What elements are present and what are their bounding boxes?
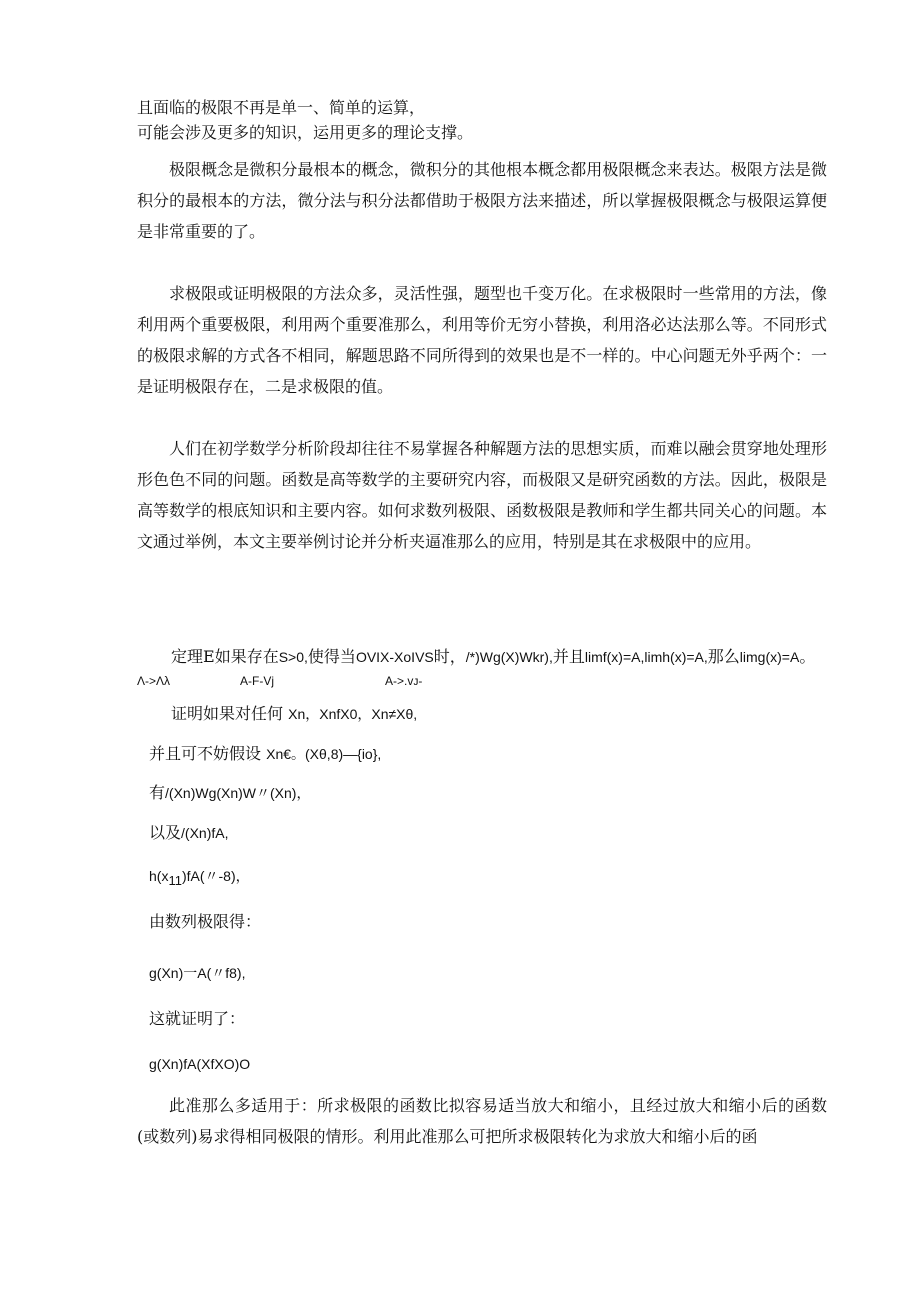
theorem-end: 。 <box>799 647 816 666</box>
proof-step-5-math-b: )fA(〃-8)， <box>181 868 250 884</box>
proof-step-3-text: 有 <box>149 783 166 802</box>
proof-step-3-math: /(Xn)Wg(Xn)W〃(Xn)， <box>165 785 311 801</box>
proof-step-1 <box>171 704 417 724</box>
proof-step-2 <box>149 744 381 764</box>
paragraph-limit-concept: 极限概念是微积分最根本的概念，微积分的其他根本概念都用极限概念来表达。极限方法是微积分的最根本的方法，微分法与积分法都借助于极限方法来描述，所以掌握极限概念与极限运算便是非常重要的了。 <box>137 160 827 241</box>
theorem-text-4: 并且 <box>552 647 585 666</box>
proof-step-2-text: 并且可不妨假设 <box>149 744 262 763</box>
theorem-text-1: 如果存在 <box>214 647 279 666</box>
theorem-subscript-3: A->.vᴊ- <box>385 674 423 688</box>
proof-step-5-math-a: h(x <box>149 868 169 884</box>
paragraph-learning-difficulty: 人们在初学数学分析阶段却往往不易掌握各种解题方法的思想实质，而难以融会贯穿地处理形形色色不同的问题。函数是高等数学的主要研究内容，而极限又是研究函数的方法。因此，极限是高等数学的根底知识和主要内容。如何求数列极限、函数极限是教师和学生都共同关心的问题。本文通过举例，本文主要举例讨论并分析夹逼准那么的应用，特别是其在求极限中的应用。 <box>137 439 827 551</box>
proof-step-8: 这就证明了： <box>149 1009 246 1028</box>
theorem-text-5: 那么 <box>707 647 740 666</box>
text-line-2: 可能会涉及更多的知识，运用更多的理论支撑。 <box>137 123 474 142</box>
theorem-condition-interval: OVIX-XoIVS <box>355 649 434 665</box>
theorem-limits: limf(x)=A,limh(x)=A, <box>584 649 708 665</box>
proof-step-7: g(Xn)一A(〃f8), <box>149 965 246 981</box>
proof-step-4-math: /(Xn)fA, <box>181 825 229 841</box>
theorem-inequality: /*)Wg(X)Wkr), <box>465 649 553 665</box>
text-line-1: 且面临的极限不再是单一、简单的运算， <box>137 98 426 117</box>
theorem-label: E <box>203 647 215 666</box>
theorem-text-2: 使得当 <box>307 647 356 666</box>
proof-step-9: g(Xn)fA(XfXO)O <box>149 1056 251 1072</box>
proof-step-4-text: 以及 <box>149 823 182 842</box>
paragraph-limit-methods: 求极限或证明极限的方法众多，灵活性强，题型也千变万化。在求极限时一些常用的方法，像利用两个重要极限，利用两个重要准那么，利用等价无穷小替换，利用洛必达法那么等。不同形式的极限求解的方式各不相同，解题思路不同所得到的效果也是不一样的。中心问题无外乎两个：一是证明极限存在，二是求极限的值。 <box>137 284 827 396</box>
paragraph-squeeze-application: 此准那么多适用于：所求极限的函数比拟容易适当放大和缩小，且经过放大和缩小后的函数(或数列)易求得相同极限的情形。利用此准那么可把所求极限转化为求放大和缩小后的函 <box>137 1096 827 1146</box>
proof-step-2-math: Xn€。(Xθ,8)—{io}, <box>266 746 382 762</box>
theorem-conclusion: limg(x)=A <box>739 649 800 665</box>
proof-step-5 <box>149 866 250 891</box>
proof-step-1-text: 证明如果对任何 <box>171 704 284 723</box>
proof-step-6: 由数列极限得： <box>149 912 262 931</box>
theorem-statement <box>171 647 815 667</box>
theorem-condition-delta: S>0, <box>278 649 308 665</box>
proof-step-1-math: Xn，XnfX0，Xn≠Xθ, <box>288 706 418 722</box>
proof-step-3 <box>149 783 310 803</box>
theorem-prefix: 定理 <box>171 647 204 666</box>
proof-step-5-subscript: 11 <box>168 872 182 888</box>
proof-step-4 <box>149 823 228 843</box>
theorem-text-3: 时， <box>433 647 466 666</box>
theorem-subscript-2: A-F-Vj <box>240 674 274 688</box>
theorem-subscript-1: Λ->Λλ <box>137 674 171 688</box>
